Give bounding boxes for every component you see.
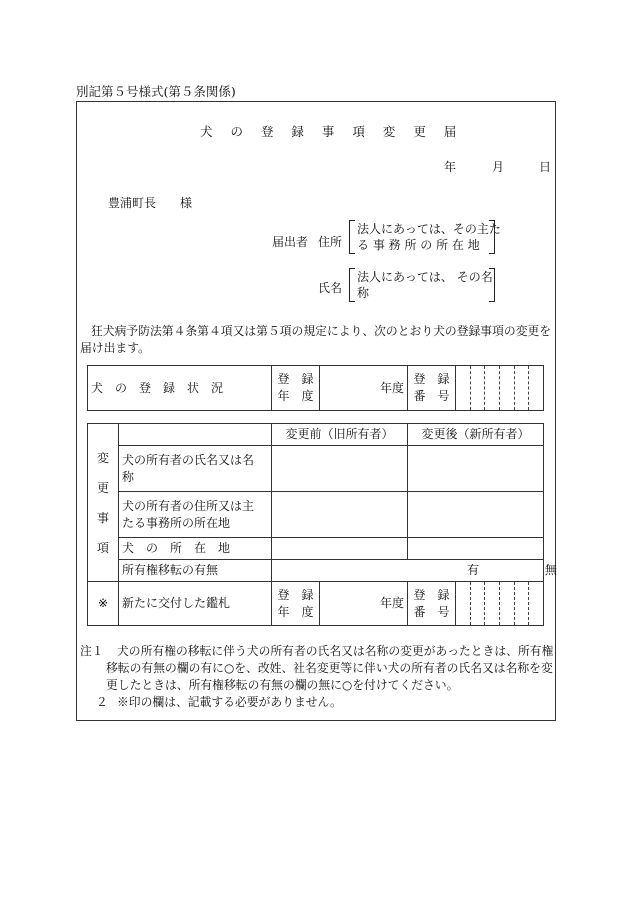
office-use-mark: ※ bbox=[88, 582, 119, 626]
change-items-table bbox=[87, 423, 557, 626]
note-1-line-2: 移転の有無の欄の有に○を、改姓、社名変更等に伴い犬の所有者の氏名又は名称を変 bbox=[106, 661, 553, 675]
row-transfer-label: 所有権移転の有無 bbox=[119, 560, 272, 582]
name-bracket-left bbox=[349, 268, 355, 302]
owner-address-before-field[interactable] bbox=[272, 492, 408, 538]
row-owner-address-label: 犬の所有者の住所又は主 たる事務所の所在地 bbox=[119, 492, 272, 538]
column-header-after: 変更後（新所有者） bbox=[408, 424, 544, 446]
note-1-line-3: 更したときは、所有権移転の有無の欄の無に○を付けてください。 bbox=[106, 678, 459, 692]
note-2-prefix: ２ bbox=[96, 695, 108, 709]
date-year: 年 bbox=[444, 160, 457, 174]
registration-status-label: 犬 の 登 録 状 況 bbox=[88, 366, 272, 411]
transfer-choice-field[interactable] bbox=[272, 560, 557, 582]
statement-line-2: 届け出ます。 bbox=[80, 341, 150, 355]
transfer-no-option[interactable]: 無 bbox=[544, 563, 557, 577]
reg-year-label: 登 録 年 度 bbox=[272, 366, 320, 411]
name-note-line-2: 称 bbox=[357, 286, 370, 300]
name-note-line-1: 法人にあっては、 その名 bbox=[357, 270, 493, 284]
date-month: 月 bbox=[492, 160, 505, 174]
new-tag-reg-number-field[interactable] bbox=[456, 582, 544, 626]
column-header-before: 変更前（旧所有者） bbox=[272, 424, 408, 446]
registration-status-table bbox=[87, 365, 544, 411]
reg-number-label: 登 録 番 号 bbox=[408, 366, 456, 411]
addressee: 豊浦町長 様 bbox=[108, 196, 193, 210]
new-tag-reg-year-field[interactable]: 年度 bbox=[320, 582, 408, 626]
header-blank bbox=[119, 424, 272, 446]
address-note-line-1: 法人にあっては、その主た bbox=[357, 222, 501, 236]
new-tag-reg-number-label: 登 録 番 号 bbox=[408, 582, 456, 626]
row-new-tag-label: 新たに交付した鑑札 bbox=[119, 582, 272, 626]
note-2-text: ※印の欄は、記載する必要がありません。 bbox=[117, 695, 342, 709]
change-items-side-label: 変 更 事 項 bbox=[88, 424, 119, 582]
address-bracket-left bbox=[349, 220, 355, 254]
address-note-line-2: る 事 務 所 の 所 在 地 bbox=[357, 238, 480, 252]
address-note bbox=[357, 221, 501, 253]
statement-line-1: 狂犬病予防法第４条第４項又は第５項の規定により、次のとおり犬の登録事項の変更を bbox=[91, 324, 552, 338]
address-bracket-right bbox=[489, 220, 495, 254]
name-label: 氏名 bbox=[318, 281, 343, 295]
address-label: 住所 bbox=[318, 235, 343, 249]
note-1-line-1: 犬の所有権の移転に伴う犬の所有者の氏名又は名称の変更があったときは、所有権 bbox=[117, 644, 554, 658]
form-label: 別記第５号様式(第５条関係) bbox=[76, 84, 236, 99]
dog-location-after-field[interactable] bbox=[408, 538, 544, 560]
row-dog-location-label: 犬 の 所 在 地 bbox=[119, 538, 272, 560]
date-day: 日 bbox=[539, 160, 552, 174]
owner-name-before-field[interactable] bbox=[272, 446, 408, 492]
reg-year-field[interactable]: 年度 bbox=[320, 366, 408, 411]
form-title: 犬 の 登 録 事 項 変 更 届 bbox=[200, 124, 464, 139]
new-tag-reg-year-label: 登 録 年 度 bbox=[272, 582, 320, 626]
owner-address-after-field[interactable] bbox=[408, 492, 544, 538]
transfer-yes-option[interactable]: 有 bbox=[467, 563, 480, 577]
notifier-label: 届出者 bbox=[272, 235, 309, 249]
owner-name-after-field[interactable] bbox=[408, 446, 544, 492]
name-note bbox=[357, 269, 493, 301]
note-1-prefix: 注１ bbox=[80, 644, 104, 658]
name-bracket-right bbox=[489, 268, 495, 302]
row-owner-name-label: 犬の所有者の氏名又は名 称 bbox=[119, 446, 272, 492]
reg-number-field[interactable] bbox=[456, 366, 544, 411]
dog-location-before-field[interactable] bbox=[272, 538, 408, 560]
